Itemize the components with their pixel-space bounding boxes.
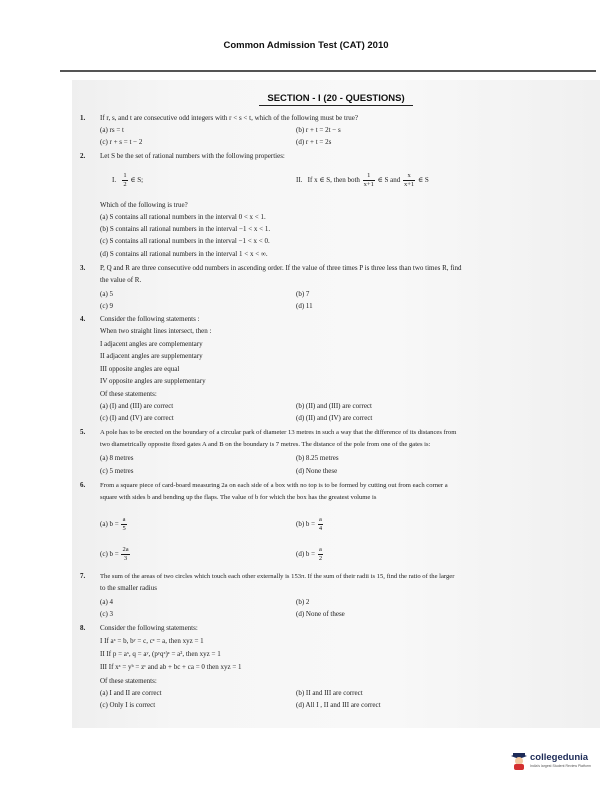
question-text-line-1: From a square piece of card-board measuring 2a on each side of a box with no top is to be formed by cutting out from each corner a [100,482,448,489]
fraction: $\frac{2a}{3}$ [122,546,129,562]
option-a: (a) S contains all rational numbers in the interval 0 < x < 1. [100,213,266,221]
statement-3: III If xᵃ = yᵇ = zᶜ and ab + bc + ca = 0 then xyz = 1 [100,663,242,671]
option-d: (d) (II) and (IV) are correct [296,414,373,422]
option-d: (d) b = $\frac{a}{2}$ [296,546,323,562]
fraction: $\frac{a}{5}$ [122,516,126,532]
option-a: (a) 8 metres [100,454,134,462]
question-number: 3. [80,264,86,272]
option-d: (d) All I , II and III are correct [296,701,381,709]
question-number: 1. [80,114,86,122]
fraction: $\frac{a}{2}$ [318,546,323,562]
statement-1: I adjacent angles are complementary [100,340,203,348]
statement-4: IV opposite angles are supplementary [100,377,206,385]
statement-3: III opposite angles are equal [100,365,180,373]
option-d: (d) r + t = 2s [296,138,332,146]
option-a: (a) 5 [100,290,114,298]
question-text: Let S be the set of rational numbers with the following properties: [100,152,285,160]
option-b: (b) r + t = 2t − s [296,126,341,134]
question-text-line-1: A pole has to be erected on the boundary of a circular park of diameter 13 metres in such a way that the difference of its distances from [100,429,457,436]
mascot-logo-icon [511,752,527,770]
question-number: 5. [80,428,86,436]
question-number: 4. [80,315,86,323]
property-pre: If x ∈ S, then both [307,176,360,185]
question-text-line-2: square with sides b and bending up the flaps. The value of b for which the box has the greatest volume is [100,494,377,501]
brand-tagline: India's largest Student Review Platform [530,764,591,768]
option-a: (a) b = $\frac{a}{5}$ [100,516,126,532]
option-d: (d) S contains all rational numbers in the interval 1 < x < ∞. [100,250,268,258]
property-label: I. [112,176,117,185]
question-number: 7. [80,572,86,580]
option-c: (c) S contains all rational numbers in the interval −1 < x < 0. [100,237,270,245]
brand-name: collegedunia [530,752,589,763]
option-b: (b) (II) and (III) are correct [296,402,372,410]
option-a: (a) rs = t [100,126,124,134]
option-b: (b) 2 [296,598,310,606]
fraction: $\frac{x}{x+1}$ [404,172,415,188]
question-number: 6. [80,481,86,489]
question-number: 8. [80,624,86,632]
fraction: $\frac{a}{4}$ [318,516,323,532]
statements-prompt: Of these statements: [100,390,157,398]
option-a: (a) (I) and (III) are correct [100,402,174,410]
statement-2: II adjacent angles are supplementary [100,352,203,360]
fraction: $\frac{1}{x+1}$ [363,172,374,188]
statement-2: II If p = aˣ, q = aʸ, (pʸqˣ)ᶻ = a², then xyz = 1 [100,650,221,658]
option-d: (d) None of these [296,610,345,618]
option-b: (b) S contains all rational numbers in the interval −1 < x < 1. [100,225,271,233]
option-c: (c) Only I is correct [100,701,156,709]
title-divider [60,70,596,72]
section-heading-text: SECTION - I (20 - QUESTIONS) [259,92,412,106]
question-text: Consider the following statements : [100,315,200,323]
option-d: (d) 11 [296,302,313,310]
question-text-line-2: the value of R. [100,276,142,284]
statement-1: I If aˣ = b, bʸ = c, cᶻ = a, then xyz = 1 [100,637,204,645]
option-c: (c) 5 metres [100,467,134,475]
option-b: (b) 7 [296,290,310,298]
property-tail: ∈ S [417,176,429,185]
question-text-line-1: P, Q and R are three consecutive odd numbers in ascending order. If the value of three times P is three less than two times R, find [100,264,462,272]
page-title: Common Admission Test (CAT) 2010 [223,40,389,51]
question-number: 2. [80,152,86,160]
property-mid: ∈ S and [377,176,401,185]
option-c: (c) 9 [100,302,114,310]
question-text-line-1: The sum of the areas of two circles which touch each other externally is 153π. If the sum of their radii is 15, find the ratio of the larger [100,573,455,580]
option-b: (b) II and III are correct [296,689,363,697]
option-c: (c) b = $\frac{2a}{3}$ [100,546,129,562]
option-c: (c) 3 [100,610,114,618]
option-c: (c) r + s = t − 2 [100,138,143,146]
option-a: (a) 4 [100,598,114,606]
question-text: Consider the following statements: [100,624,198,632]
property-tail: ∈ S; [130,176,144,185]
property-label: II. [296,176,303,185]
question-prompt: Which of the following is true? [100,201,188,209]
question-text-line-2: to the smaller radius [100,584,157,592]
question-text: If r, s, and t are consecutive odd integers with r < s < t, which of the following must be true? [100,114,358,122]
statements-prompt: Of these statements: [100,677,157,685]
option-c: (c) (I) and (IV) are correct [100,414,174,422]
question-subtext: When two straight lines intersect, then : [100,327,212,335]
property-2 [296,172,429,189]
section-heading [72,88,600,106]
option-d: (d) None these [296,467,338,475]
option-b: (b) 8.25 metres [296,454,339,462]
question-text-line-2: two diametrically opposite fixed gates A and B on the boundary is 7 metres. The distance of the pole from one of the gates is: [100,441,431,448]
option-a: (a) I and II are correct [100,689,162,697]
property-1 [112,172,143,189]
fraction: $\frac{1}{2}$ [123,172,127,188]
option-b: (b) b = $\frac{a}{4}$ [296,516,323,532]
